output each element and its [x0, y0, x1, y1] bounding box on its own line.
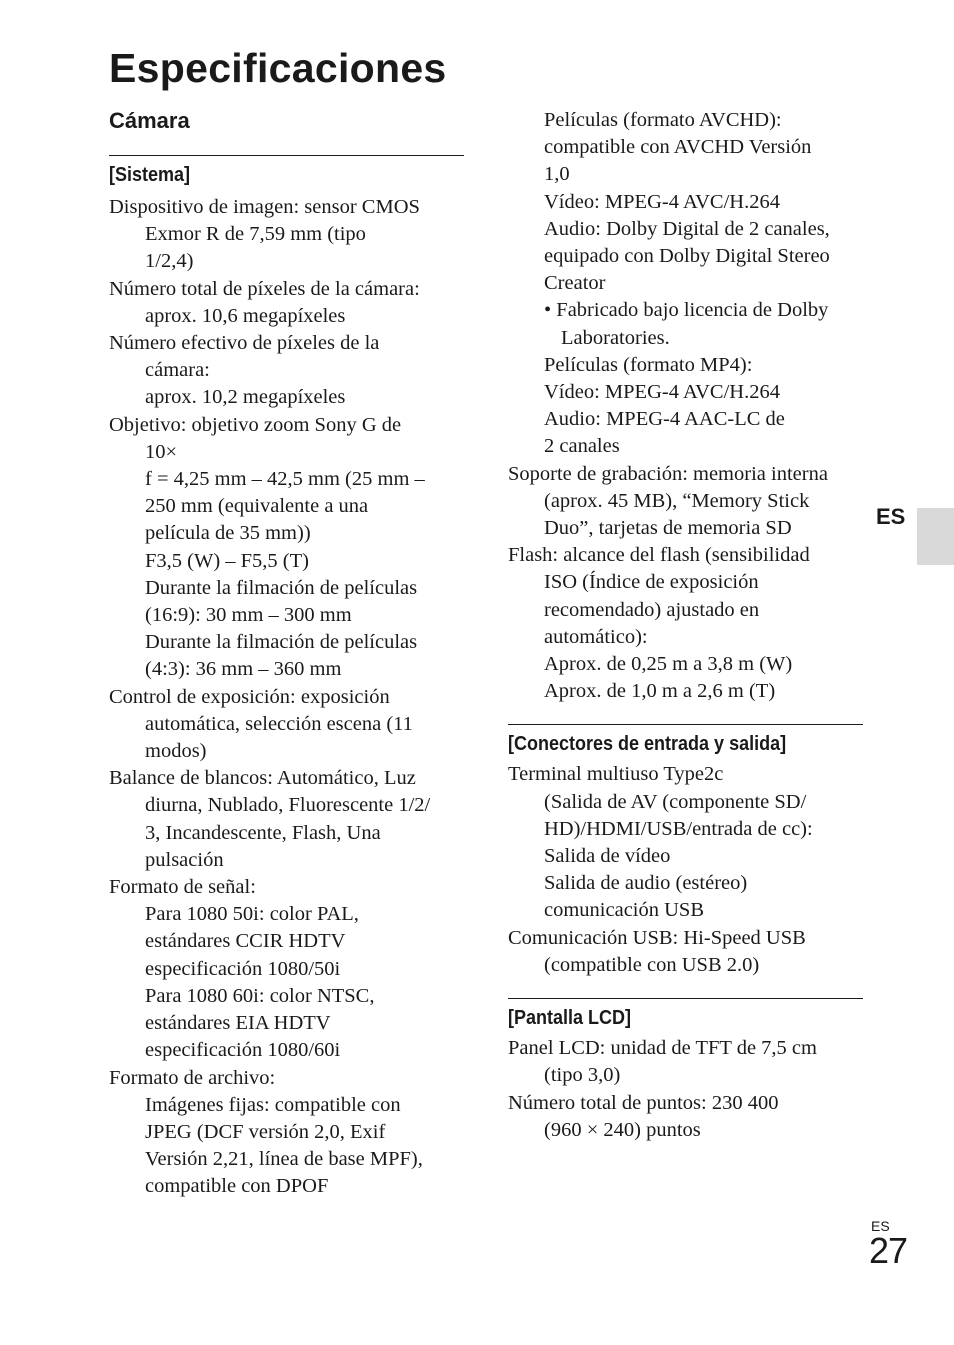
language-side-tab — [917, 508, 954, 565]
spec-flash: Flash: alcance del flash (sensibilidad ISO (Índice de exposición recomendado) ajustado en automático): Aprox. de 0,25 m a 3,8 m (W) Aprox. de 1,0 m a 2,6 m (T) — [508, 544, 810, 703]
divider — [109, 155, 464, 156]
left-column — [109, 105, 464, 1201]
lcd-heading: [Pantalla LCD] — [508, 1007, 632, 1030]
spec-lens: Objetivo: objetivo zoom Sony G de 10× f = 4,25 mm – 42,5 mm (25 mm – 250 mm (equivalente a una película de 35 mm)) F3,5 (W) – F5,5 (T) Durante la filmación de películas (16:9): 30 mm – 300 mm Durante la filmación de películas (4:3): 36 mm – 360 mm — [109, 413, 425, 681]
spec-recording-media: Soporte de grabación: memoria interna (aprox. 45 MB), “Memory Stick Duo”, tarjetas de memoria SD — [508, 462, 828, 540]
camera-heading: Cámara — [109, 108, 190, 133]
spec-white-balance: Balance de blancos: Automático, Luz diurna, Nublado, Fluorescente 1/2/ 3, Incandescente, Flash, Una pulsación — [109, 767, 431, 871]
right-column — [508, 107, 863, 1144]
divider — [508, 998, 863, 999]
page-number: 27 — [869, 1230, 908, 1271]
spec-terminal: Terminal multiuso Type2c (Salida de AV (componente SD/ HD)/HDMI/USB/entrada de cc): Salida de vídeo Salida de audio (estéreo) comunicación USB — [508, 763, 813, 922]
language-side-tab-label: ES — [876, 504, 906, 529]
spec-signal-format: Formato de señal: Para 1080 50i: color PAL, estándares CCIR HDTV especificación 1080/50i Para 1080 60i: color NTSC, estándares EIA HDTV especificación 1080/60i — [109, 876, 375, 1062]
spec-total-pixels: Número total de píxeles de la cámara: aprox. 10,6 megapíxeles — [109, 277, 420, 327]
spec-effective-pixels: Número efectivo de píxeles de la cámara: aprox. 10,2 megapíxeles — [109, 332, 380, 409]
page-language: ES — [871, 1218, 890, 1234]
sistema-heading: [Sistema] — [109, 164, 191, 186]
spec-dolby-bullet: • Fabricado bajo licencia de Dolby Laboratories. — [544, 299, 829, 349]
spec-usb: Comunicación USB: Hi-Speed USB (compatible con USB 2.0) — [508, 926, 806, 976]
spec-exposure: Control de exposición: exposición automática, selección escena (11 modos) — [109, 685, 413, 763]
connectors-heading: [Conectores de entrada y salida] — [508, 733, 787, 756]
spec-lcd-dots: Número total de puntos: 230 400 (960 × 240) puntos — [508, 1091, 779, 1141]
spec-movies-mp4: Películas (formato MP4): Vídeo: MPEG-4 AVC/H.264 Audio: MPEG-4 AAC-LC de 2 canales — [544, 353, 785, 458]
spec-lcd-panel: Panel LCD: unidad de TFT de 7,5 cm (tipo 3,0) — [508, 1037, 817, 1087]
page-title: Especificaciones — [109, 45, 447, 91]
spec-file-format: Formato de archivo: Imágenes fijas: compatible con JPEG (DCF versión 2,0, Exif Versión 2,21, línea de base MPF), compatible con DPOF — [109, 1066, 423, 1198]
spec-image-device: Dispositivo de imagen: sensor CMOS Exmor R de 7,59 mm (tipo 1/2,4) — [109, 196, 420, 273]
divider — [508, 724, 863, 725]
spec-movies-avchd: Películas (formato AVCHD): compatible con AVCHD Versión 1,0 Vídeo: MPEG-4 AVC/H.264 Audio: Dolby Digital de 2 canales, equipado con Dolby Digital Stereo Creator — [544, 109, 830, 295]
